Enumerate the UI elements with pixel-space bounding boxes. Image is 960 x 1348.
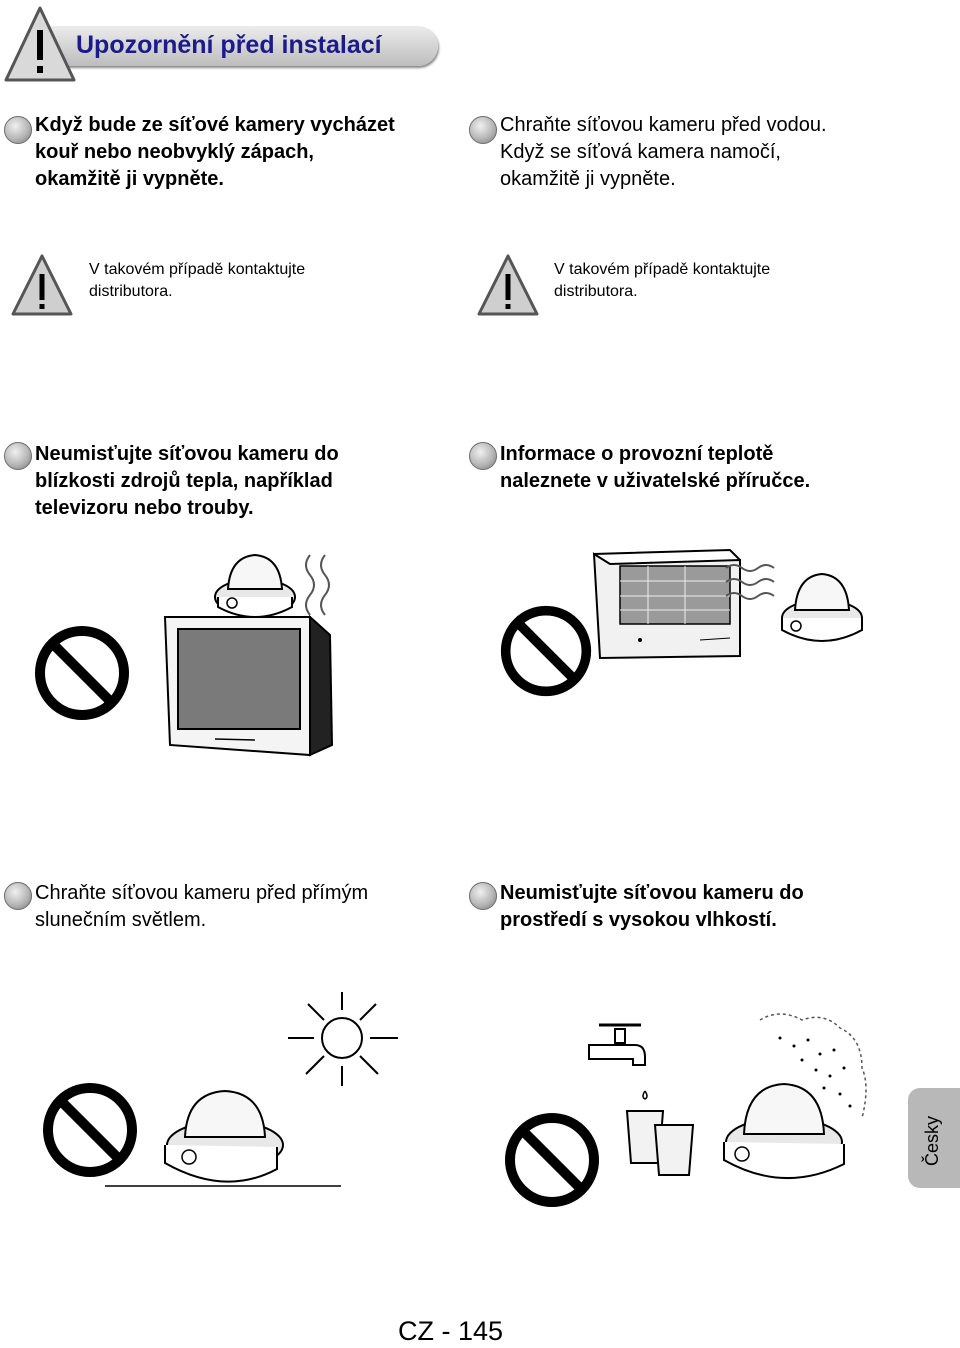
no-symbol-icon	[32, 623, 132, 723]
page-number: CZ - 145	[398, 1316, 504, 1346]
section-2-text: Chraňte síťovou kameru před vodou. Když se síťová kamera namočí, okamžitě ji vypněte.	[500, 114, 827, 190]
section-4-text: Informace o provozní teplotě naleznete v uživatelské příručce.	[500, 443, 811, 492]
warning-icon	[476, 252, 540, 318]
heater-with-camera-illustration	[590, 548, 870, 666]
language-tab	[908, 1088, 960, 1188]
bullet-icon	[4, 116, 32, 144]
bullet-icon	[469, 882, 497, 910]
camera-illustration	[105, 1085, 345, 1200]
section-5-text: Chraňte síťovou kameru před přímým slunečním světlem.	[35, 882, 369, 931]
warning-icon	[10, 252, 74, 318]
water-faucet-illustration	[585, 1015, 705, 1175]
section-1-text: Když bude ze síťové kamery vycházet kouř nebo neobvyklý zápach, okamžitě ji vypněte.	[35, 114, 395, 190]
section-1-note: V takovém případě kontaktujte distributora.	[89, 261, 306, 300]
section-3-text: Neumisťujte síťovou kameru do blízkosti zdrojů tepla, například televizoru nebo trouby.	[35, 443, 339, 519]
bullet-icon	[469, 442, 497, 470]
language-tab-label: Česky	[922, 1115, 942, 1166]
section-6-text: Neumisťujte síťovou kameru do prostředí s vysokou vlhkostí.	[500, 882, 804, 931]
bullet-icon	[469, 116, 497, 144]
sun-icon	[280, 990, 404, 1090]
bullet-icon	[4, 882, 32, 910]
section-2-note: V takovém případě kontaktujte distributora.	[554, 261, 771, 300]
warning-icon	[4, 4, 76, 84]
page-title: Upozornění před instalací	[76, 31, 382, 59]
camera-illustration	[712, 1080, 852, 1200]
bullet-icon	[4, 442, 32, 470]
tv-with-camera-illustration	[160, 545, 360, 765]
no-symbol-icon	[498, 603, 594, 699]
